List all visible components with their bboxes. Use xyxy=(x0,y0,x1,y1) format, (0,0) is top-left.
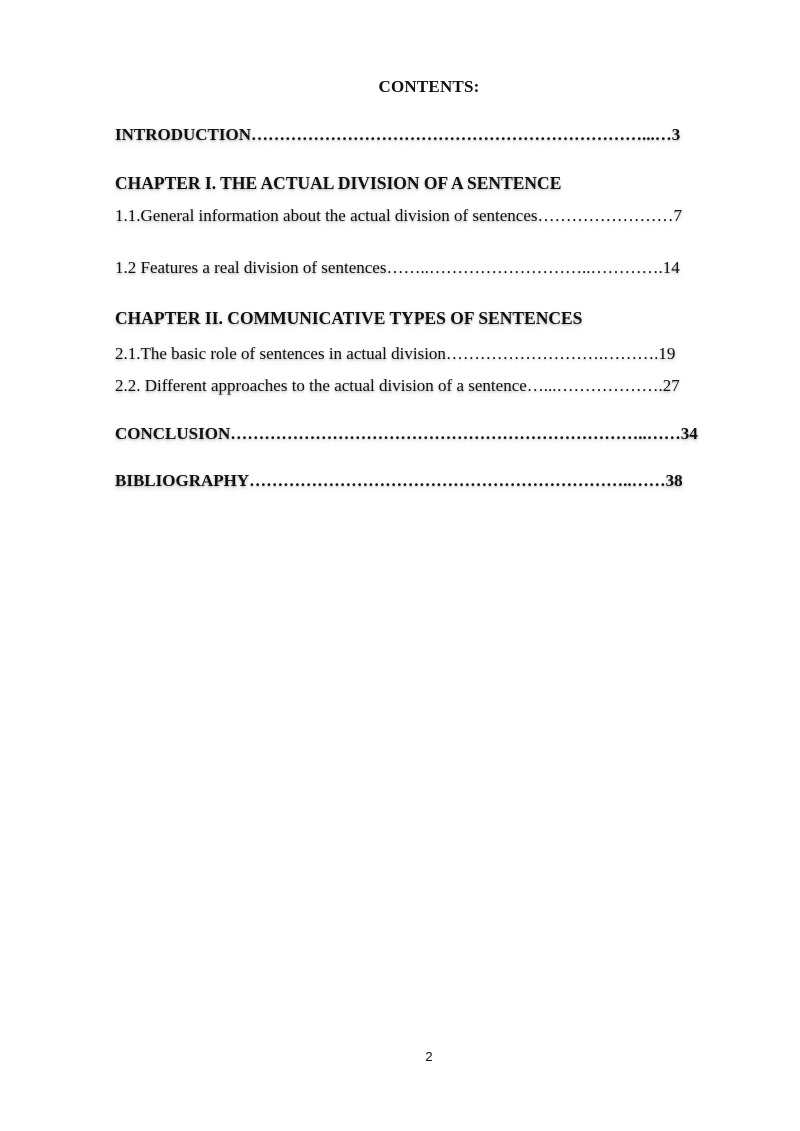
toc-item-1-1: 1.1.General information about the actual division of sentences……………………7 xyxy=(115,206,683,225)
toc-introduction: INTRODUCTION……………………………………………………………...…3 xyxy=(115,125,681,144)
toc-item-2-1: 2.1.The basic role of sentences in actual division……………………….……….19 xyxy=(115,344,676,363)
page-number: 2 xyxy=(425,1049,433,1064)
toc-item-2-2: 2.2. Different approaches to the actual division of a sentence…...……………….27 xyxy=(115,376,680,395)
toc-chapter2-heading: CHAPTER II. COMMUNICATIVE TYPES OF SENTENCES xyxy=(115,308,583,328)
toc-bibliography: BIBLIOGRAPHY…………………………………………………………..……38 xyxy=(115,471,683,490)
toc-chapter1-heading: CHAPTER I. THE ACTUAL DIVISION OF A SENTENCE xyxy=(115,173,562,193)
contents-title: CONTENTS: xyxy=(378,77,480,96)
toc-conclusion: CONCLUSION………………………………………………………………..……34 xyxy=(115,424,698,443)
toc-item-1-2: 1.2 Features a real division of sentences……..………………………..………….14 xyxy=(115,258,680,277)
